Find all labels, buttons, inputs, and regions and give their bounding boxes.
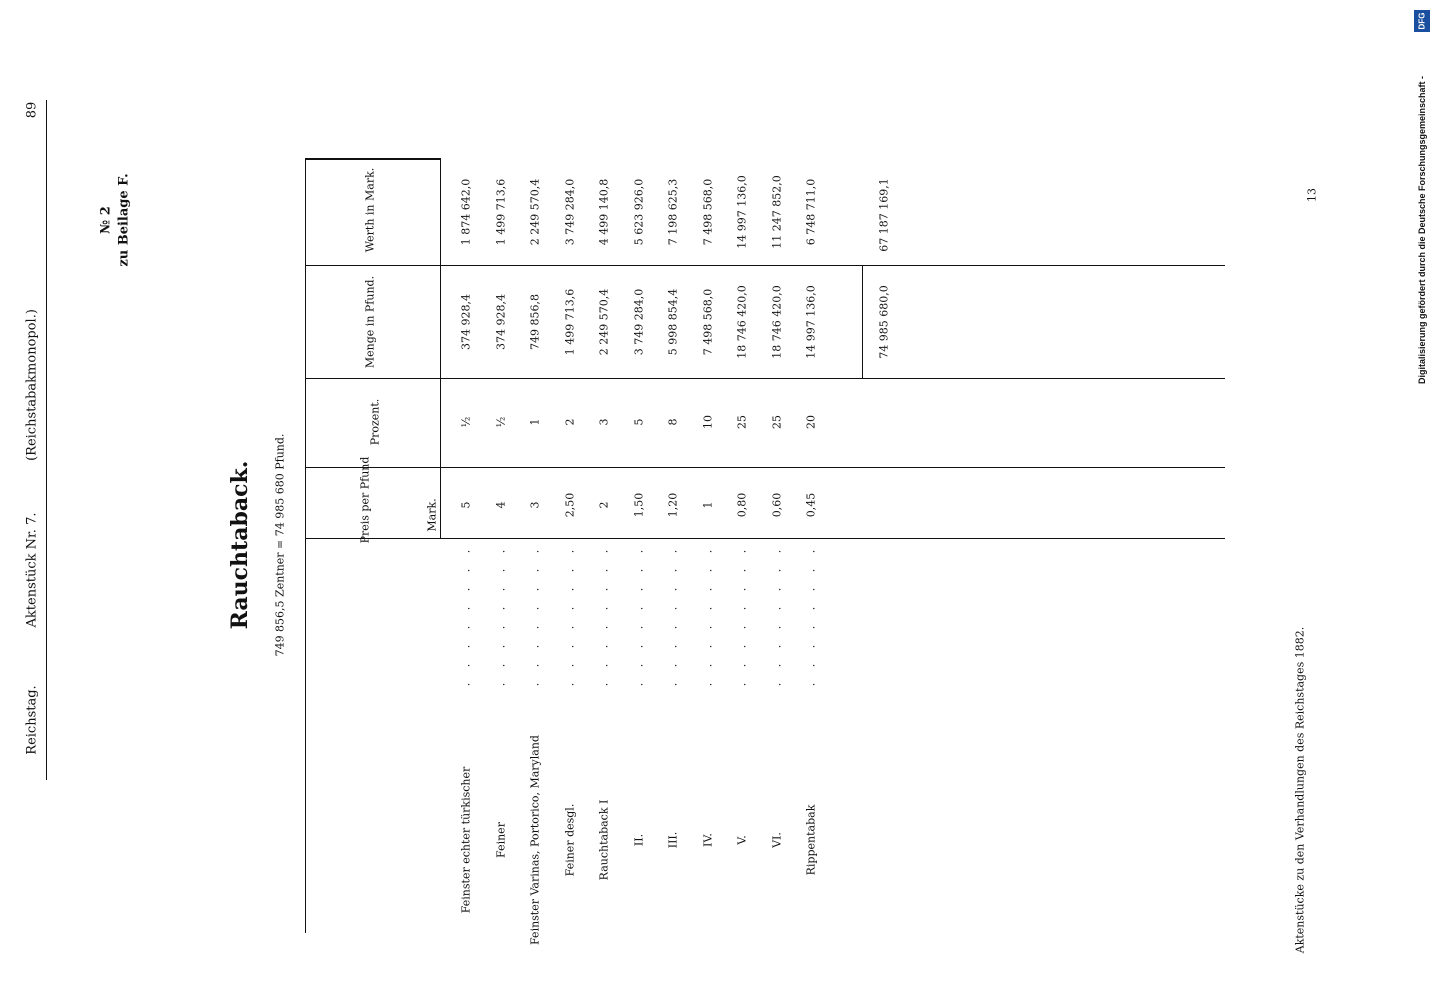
leader-dots: . . . . . . . . xyxy=(701,543,714,687)
row-percent: 5 xyxy=(632,418,645,426)
row-label: Feinster echter türkischer xyxy=(459,766,473,914)
sum-rule xyxy=(862,265,863,378)
header-title: Reichstag. xyxy=(24,685,40,755)
row-value: 3 749 284,0 xyxy=(563,178,576,246)
col-value-header: Werth in Mark. xyxy=(363,167,377,253)
row-price: 2,50 xyxy=(563,492,576,518)
row-value: 1 874 642,0 xyxy=(459,178,473,246)
source-note: Aktenstücke zu den Verhandlungen des Reichstages 1882. xyxy=(1293,626,1307,954)
row-percent: 8 xyxy=(666,418,680,426)
row-price: 5 xyxy=(459,501,473,509)
row-quantity: 14 997 136,0 xyxy=(804,285,818,359)
funding-note: Digitalisierung gefördert durch die Deutsche Forschungsgemeinschaft - xyxy=(1417,75,1427,385)
row-label: VI. xyxy=(770,832,783,848)
badge-top: № 2 xyxy=(98,206,114,234)
signature-mark: 13 xyxy=(1305,188,1319,202)
page-number: 89 xyxy=(24,101,40,119)
row-quantity: 2 249 570,4 xyxy=(597,288,611,356)
row-percent: 3 xyxy=(597,418,611,426)
row-label: V. xyxy=(735,835,749,845)
row-price: 1,50 xyxy=(632,492,645,518)
leader-dots: . . . . . . . . xyxy=(770,543,783,687)
row-percent: 2 xyxy=(563,418,576,426)
col-divider-2 xyxy=(305,378,1225,379)
header-bottom-rule xyxy=(440,158,441,538)
row-value: 2 249 570,4 xyxy=(528,178,542,246)
page-subtitle: 749 856,5 Zentner = 74 985 680 Pfund. xyxy=(273,433,287,657)
row-quantity: 3 749 284,0 xyxy=(632,288,645,356)
row-label: Feiner desgl. xyxy=(563,803,576,877)
row-percent: 1 xyxy=(528,418,542,426)
row-label: III. xyxy=(666,831,680,849)
row-value: 4 499 140,8 xyxy=(597,178,611,246)
col-percent-header: Prozent. xyxy=(368,398,382,446)
total-value: 67 187 169,1 xyxy=(877,178,891,252)
leader-dots: . . . . . . . . xyxy=(597,543,611,687)
leader-dots: . . . . . . . . xyxy=(528,543,542,687)
col-divider-4 xyxy=(305,538,1225,539)
row-percent: 20 xyxy=(804,415,818,429)
leader-dots: . . . . . . . . xyxy=(735,543,749,687)
col-price-header: Preis per Pfund xyxy=(358,456,372,544)
header-subject: (Reichstabakmonopol.) xyxy=(24,309,40,461)
col-divider-3 xyxy=(305,467,1225,468)
row-label: Rippentabak xyxy=(804,804,818,876)
row-percent: ½ xyxy=(494,416,507,428)
row-quantity: 18 746 420,0 xyxy=(770,285,783,359)
row-quantity: 18 746 420,0 xyxy=(735,285,749,359)
col-price-unit: Mark. xyxy=(425,498,439,532)
row-value: 1 499 713,6 xyxy=(494,178,507,246)
row-percent: 25 xyxy=(770,415,783,429)
row-value: 7 198 625,3 xyxy=(666,178,680,246)
row-price: 3 xyxy=(528,501,542,509)
row-percent: 25 xyxy=(735,415,749,429)
row-label: II. xyxy=(632,833,645,847)
table-top-rule xyxy=(305,158,440,160)
leader-dots: . . . . . . . . xyxy=(666,543,680,687)
row-quantity: 7 498 568,0 xyxy=(701,288,714,356)
row-quantity: 374 928,4 xyxy=(459,294,473,350)
leader-dots: . . . . . . . . xyxy=(459,543,473,687)
badge-bottom: zu Beilage F. xyxy=(116,173,132,267)
row-price: 0,45 xyxy=(804,492,818,518)
row-price: 0,60 xyxy=(770,492,783,518)
row-value: 5 623 926,0 xyxy=(632,178,645,246)
header-doc: Aktenstück Nr. 7. xyxy=(24,512,40,628)
row-label: Rauchtaback I xyxy=(597,799,611,881)
row-label: Feinster Varinas, Portorico, Maryland xyxy=(528,735,542,945)
row-price: 1 xyxy=(701,501,714,509)
row-quantity: 374 928,4 xyxy=(494,294,507,350)
row-value: 6 748 711,0 xyxy=(804,178,818,246)
row-quantity: 749 856,8 xyxy=(528,294,542,350)
row-price: 1,20 xyxy=(666,492,680,518)
leader-dots: . . . . . . . . xyxy=(632,543,645,687)
row-price: 2 xyxy=(597,501,611,509)
total-quantity: 74 985 680,0 xyxy=(877,285,891,359)
col-divider-1 xyxy=(305,265,1225,266)
header-rule xyxy=(46,100,47,780)
row-value: 14 997 136,0 xyxy=(735,175,749,249)
row-percent: 10 xyxy=(701,415,714,429)
row-value: 7 498 568,0 xyxy=(701,178,714,246)
row-value: 11 247 852,0 xyxy=(770,175,783,249)
row-price: 0,80 xyxy=(735,492,749,518)
dfg-logo: DFG xyxy=(1414,10,1430,32)
leader-dots: . . . . . . . . xyxy=(563,543,576,687)
page-title: Rauchtaback. xyxy=(227,460,253,630)
row-quantity: 1 499 713,6 xyxy=(563,288,576,356)
row-label: Feiner xyxy=(494,822,507,858)
row-quantity: 5 998 854,4 xyxy=(666,288,680,356)
row-price: 4 xyxy=(494,501,507,509)
row-percent: ½ xyxy=(459,416,473,428)
row-label: IV. xyxy=(701,833,714,847)
leader-dots: . . . . . . . . xyxy=(804,543,818,687)
table-left-rule xyxy=(305,158,306,933)
col-quantity-header: Menge in Pfund. xyxy=(363,275,377,369)
leader-dots: . . . . . . . . xyxy=(494,543,507,687)
